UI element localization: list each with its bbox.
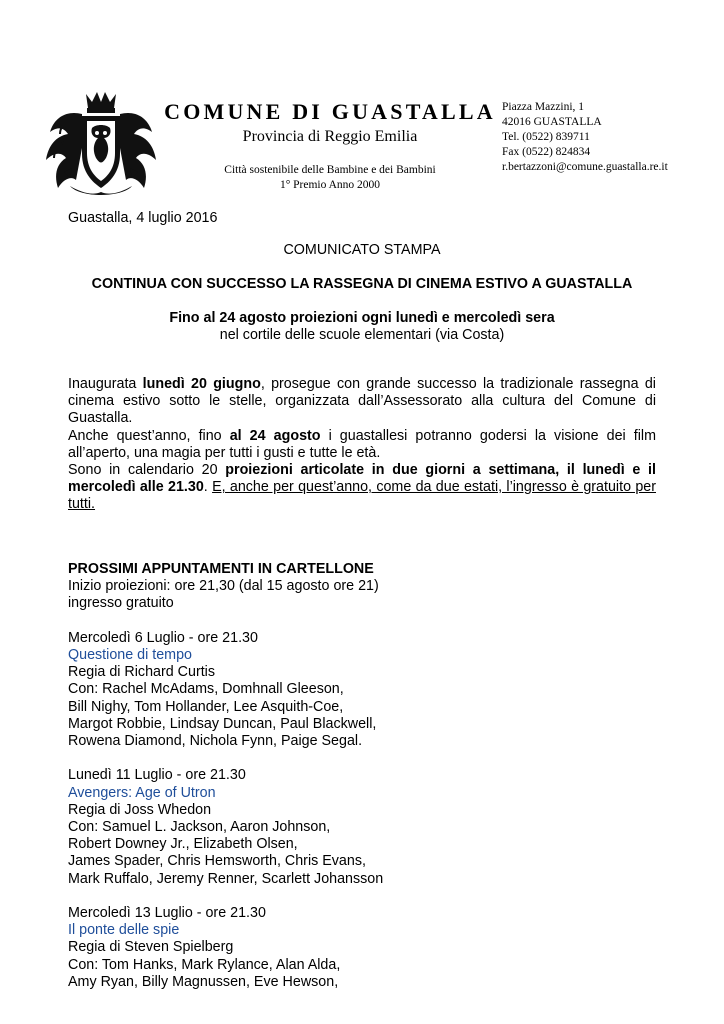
event-date: Mercoledì 13 Luglio - ore 21.30	[68, 905, 266, 922]
film-title: Il ponte delle spie	[68, 922, 180, 939]
phone-number: Tel. (0522) 839711	[502, 131, 590, 143]
event-item	[68, 630, 668, 750]
address-city: 42016 GUASTALLA	[502, 116, 602, 128]
intro-paragraph-1: Inaugurata lunedì 20 giugno, prosegue con grande successo la tradizionale rassegna di cinema estivo sotto le stelle, organizzata dall’Assessorato alla cultura del Comune di Guastalla.	[68, 376, 656, 427]
contact-block	[502, 100, 702, 175]
cast-line: James Spader, Chris Hemsworth, Chris Evans,	[68, 853, 366, 870]
document-type: COMUNICATO STAMPA	[283, 242, 441, 258]
fax-number: Fax (0522) 824834	[502, 146, 591, 158]
event-item	[68, 905, 668, 991]
schedule-section	[68, 561, 668, 991]
coat-of-arms-logo	[42, 88, 160, 200]
address-street: Piazza Mazzini, 1	[502, 101, 585, 113]
email-address[interactable]: r.bertazzoni@comune.guastalla.re.it	[502, 161, 668, 173]
cast-line: Con: Samuel L. Jackson, Aaron Johnson,	[68, 819, 331, 836]
film-director: Regia di Joss Whedon	[68, 801, 212, 818]
intro-paragraph-2: Anche quest’anno, fino al 24 agosto i guastallesi potranno godersi la visione dei film all’aperto, una magia per tutti i gusti e tutte le età.	[68, 427, 656, 461]
cast-line: Amy Ryan, Billy Magnussen, Eve Hewson,	[68, 973, 339, 990]
event-item	[68, 767, 668, 887]
start-times: Inizio proiezioni: ore 21,30 (dal 15 agosto ore 21)	[68, 578, 379, 595]
schedule-title: PROSSIMI APPUNTAMENTI IN CARTELLONE	[68, 561, 374, 577]
headline: CONTINUA CON SUCCESSO LA RASSEGNA DI CINEMA ESTIVO A GUASTALLA	[91, 276, 633, 292]
document-date: Guastalla, 4 luglio 2016	[68, 210, 218, 226]
subheadline: Fino al 24 agosto proiezioni ogni lunedì e mercoledì sera	[169, 310, 555, 326]
prize-label: 1° Premio Anno 2000	[279, 179, 381, 191]
cast-line: Rowena Diamond, Nichola Fynn, Paige Segal.	[68, 733, 363, 750]
event-date: Lunedì 11 Luglio - ore 21.30	[68, 767, 246, 784]
subheadline-venue: nel cortile delle scuole elementari (via Costa)	[219, 327, 505, 343]
film-title: Questione di tempo	[68, 647, 192, 663]
cast-line: Robert Downey Jr., Elizabeth Olsen,	[68, 836, 298, 853]
motto-label: Città sostenibile delle Bambine e dei Bambini	[224, 164, 436, 176]
film-title: Avengers: Age of Utron	[68, 784, 216, 801]
cast-line: Mark Ruffalo, Jeremy Renner, Scarlett Johansson	[68, 870, 384, 887]
event-date: Mercoledì 6 Luglio - ore 21.30	[68, 629, 258, 646]
municipality-title: COMUNE DI GUASTALLA	[164, 99, 496, 124]
province-label: Provincia di Reggio Emilia	[242, 128, 418, 145]
cast-line: Con: Tom Hanks, Mark Rylance, Alan Alda,	[68, 956, 341, 973]
admission-note: ingresso gratuito	[68, 595, 174, 612]
film-director: Regia di Steven Spielberg	[68, 939, 234, 956]
film-director: Regia di Richard Curtis	[68, 664, 215, 681]
cast-line: Bill Nighy, Tom Hollander, Lee Asquith-Coe,	[68, 698, 344, 715]
cast-line: Con: Rachel McAdams, Domhnall Gleeson,	[68, 681, 344, 698]
intro-text	[68, 376, 656, 514]
intro-paragraph-3: Sono in calendario 20 proiezioni articolate in due giorni a settimana, il lunedì e il mercoledì alle 21.30. E, anche per quest’anno, come da due estati, l’ingresso è gratuito per tutti.	[68, 462, 657, 513]
cast-line: Margot Robbie, Lindsay Duncan, Paul Blackwell,	[68, 715, 377, 732]
letterhead-center	[162, 98, 498, 193]
